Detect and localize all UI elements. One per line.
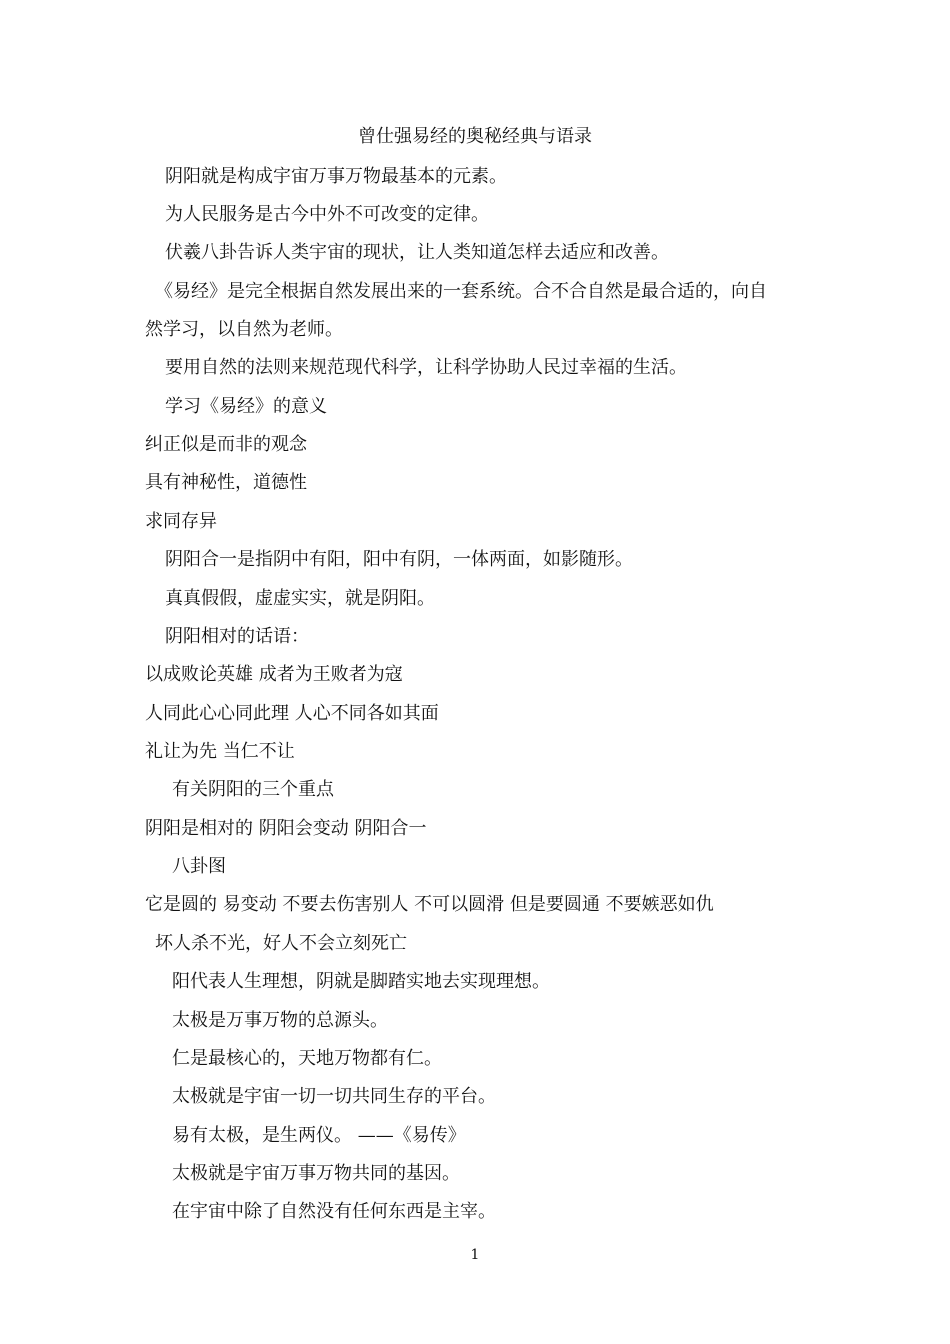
text-line: 人同此心心同此理 人心不同各如其面 bbox=[145, 703, 439, 724]
text-line: 阴阳相对的话语： bbox=[165, 626, 309, 647]
text-line: 仁是最核心的，天地万物都有仁。 bbox=[172, 1048, 442, 1069]
text-line: 有关阴阳的三个重点 bbox=[172, 779, 334, 800]
text-line: 礼让为先 当仁不让 bbox=[145, 741, 295, 762]
text-line: 纠正似是而非的观念 bbox=[145, 434, 307, 455]
text-line: 八卦图 bbox=[172, 856, 226, 877]
text-line: 以成败论英雄 成者为王败者为寇 bbox=[145, 664, 403, 685]
text-line: 要用自然的法则来规范现代科学，让科学协助人民过幸福的生活。 bbox=[165, 357, 687, 378]
text-line: 阴阳就是构成宇宙万事万物最基本的元素。 bbox=[165, 166, 507, 187]
text-line: 太极就是宇宙万事万物共同的基因。 bbox=[172, 1163, 460, 1184]
text-line: 为人民服务是古今中外不可改变的定律。 bbox=[165, 204, 489, 225]
text-line: 太极就是宇宙一切一切共同生存的平台。 bbox=[172, 1086, 496, 1107]
text-line: 易有太极，是生两仪。 ——《易传》 bbox=[172, 1125, 466, 1146]
text-line: 太极是万事万物的总源头。 bbox=[172, 1010, 388, 1031]
text-line: 在宇宙中除了自然没有任何东西是主宰。 bbox=[172, 1201, 496, 1222]
text-line: 阴阳是相对的 阴阳会变动 阴阳合一 bbox=[145, 818, 427, 839]
text-line: 坏人杀不光，好人不会立刻死亡 bbox=[155, 933, 407, 954]
text-line: 《易经》是完全根据自然发展出来的一套系统。合不合自然是最合适的，向自 bbox=[155, 281, 767, 302]
text-line: 具有神秘性，道德性 bbox=[145, 472, 307, 493]
document-title: 曾仕强易经的奥秘经典与语录 bbox=[358, 126, 592, 147]
text-line: 伏羲八卦告诉人类宇宙的现状，让人类知道怎样去适应和改善。 bbox=[165, 242, 669, 263]
page-number: 1 bbox=[470, 1247, 480, 1263]
text-line: 学习《易经》的意义 bbox=[165, 396, 327, 417]
text-line: 阴阳合一是指阴中有阳，阳中有阴，一体两面，如影随形。 bbox=[165, 549, 633, 570]
text-line: 然学习，以自然为老师。 bbox=[145, 319, 343, 340]
text-line: 真真假假，虚虚实实，就是阴阳。 bbox=[165, 588, 435, 609]
text-line: 阳代表人生理想，阴就是脚踏实地去实现理想。 bbox=[172, 971, 550, 992]
text-line: 求同存异 bbox=[145, 511, 217, 532]
text-line: 它是圆的 易变动 不要去伤害别人 不可以圆滑 但是要圆通 不要嫉恶如仇 bbox=[145, 894, 714, 915]
